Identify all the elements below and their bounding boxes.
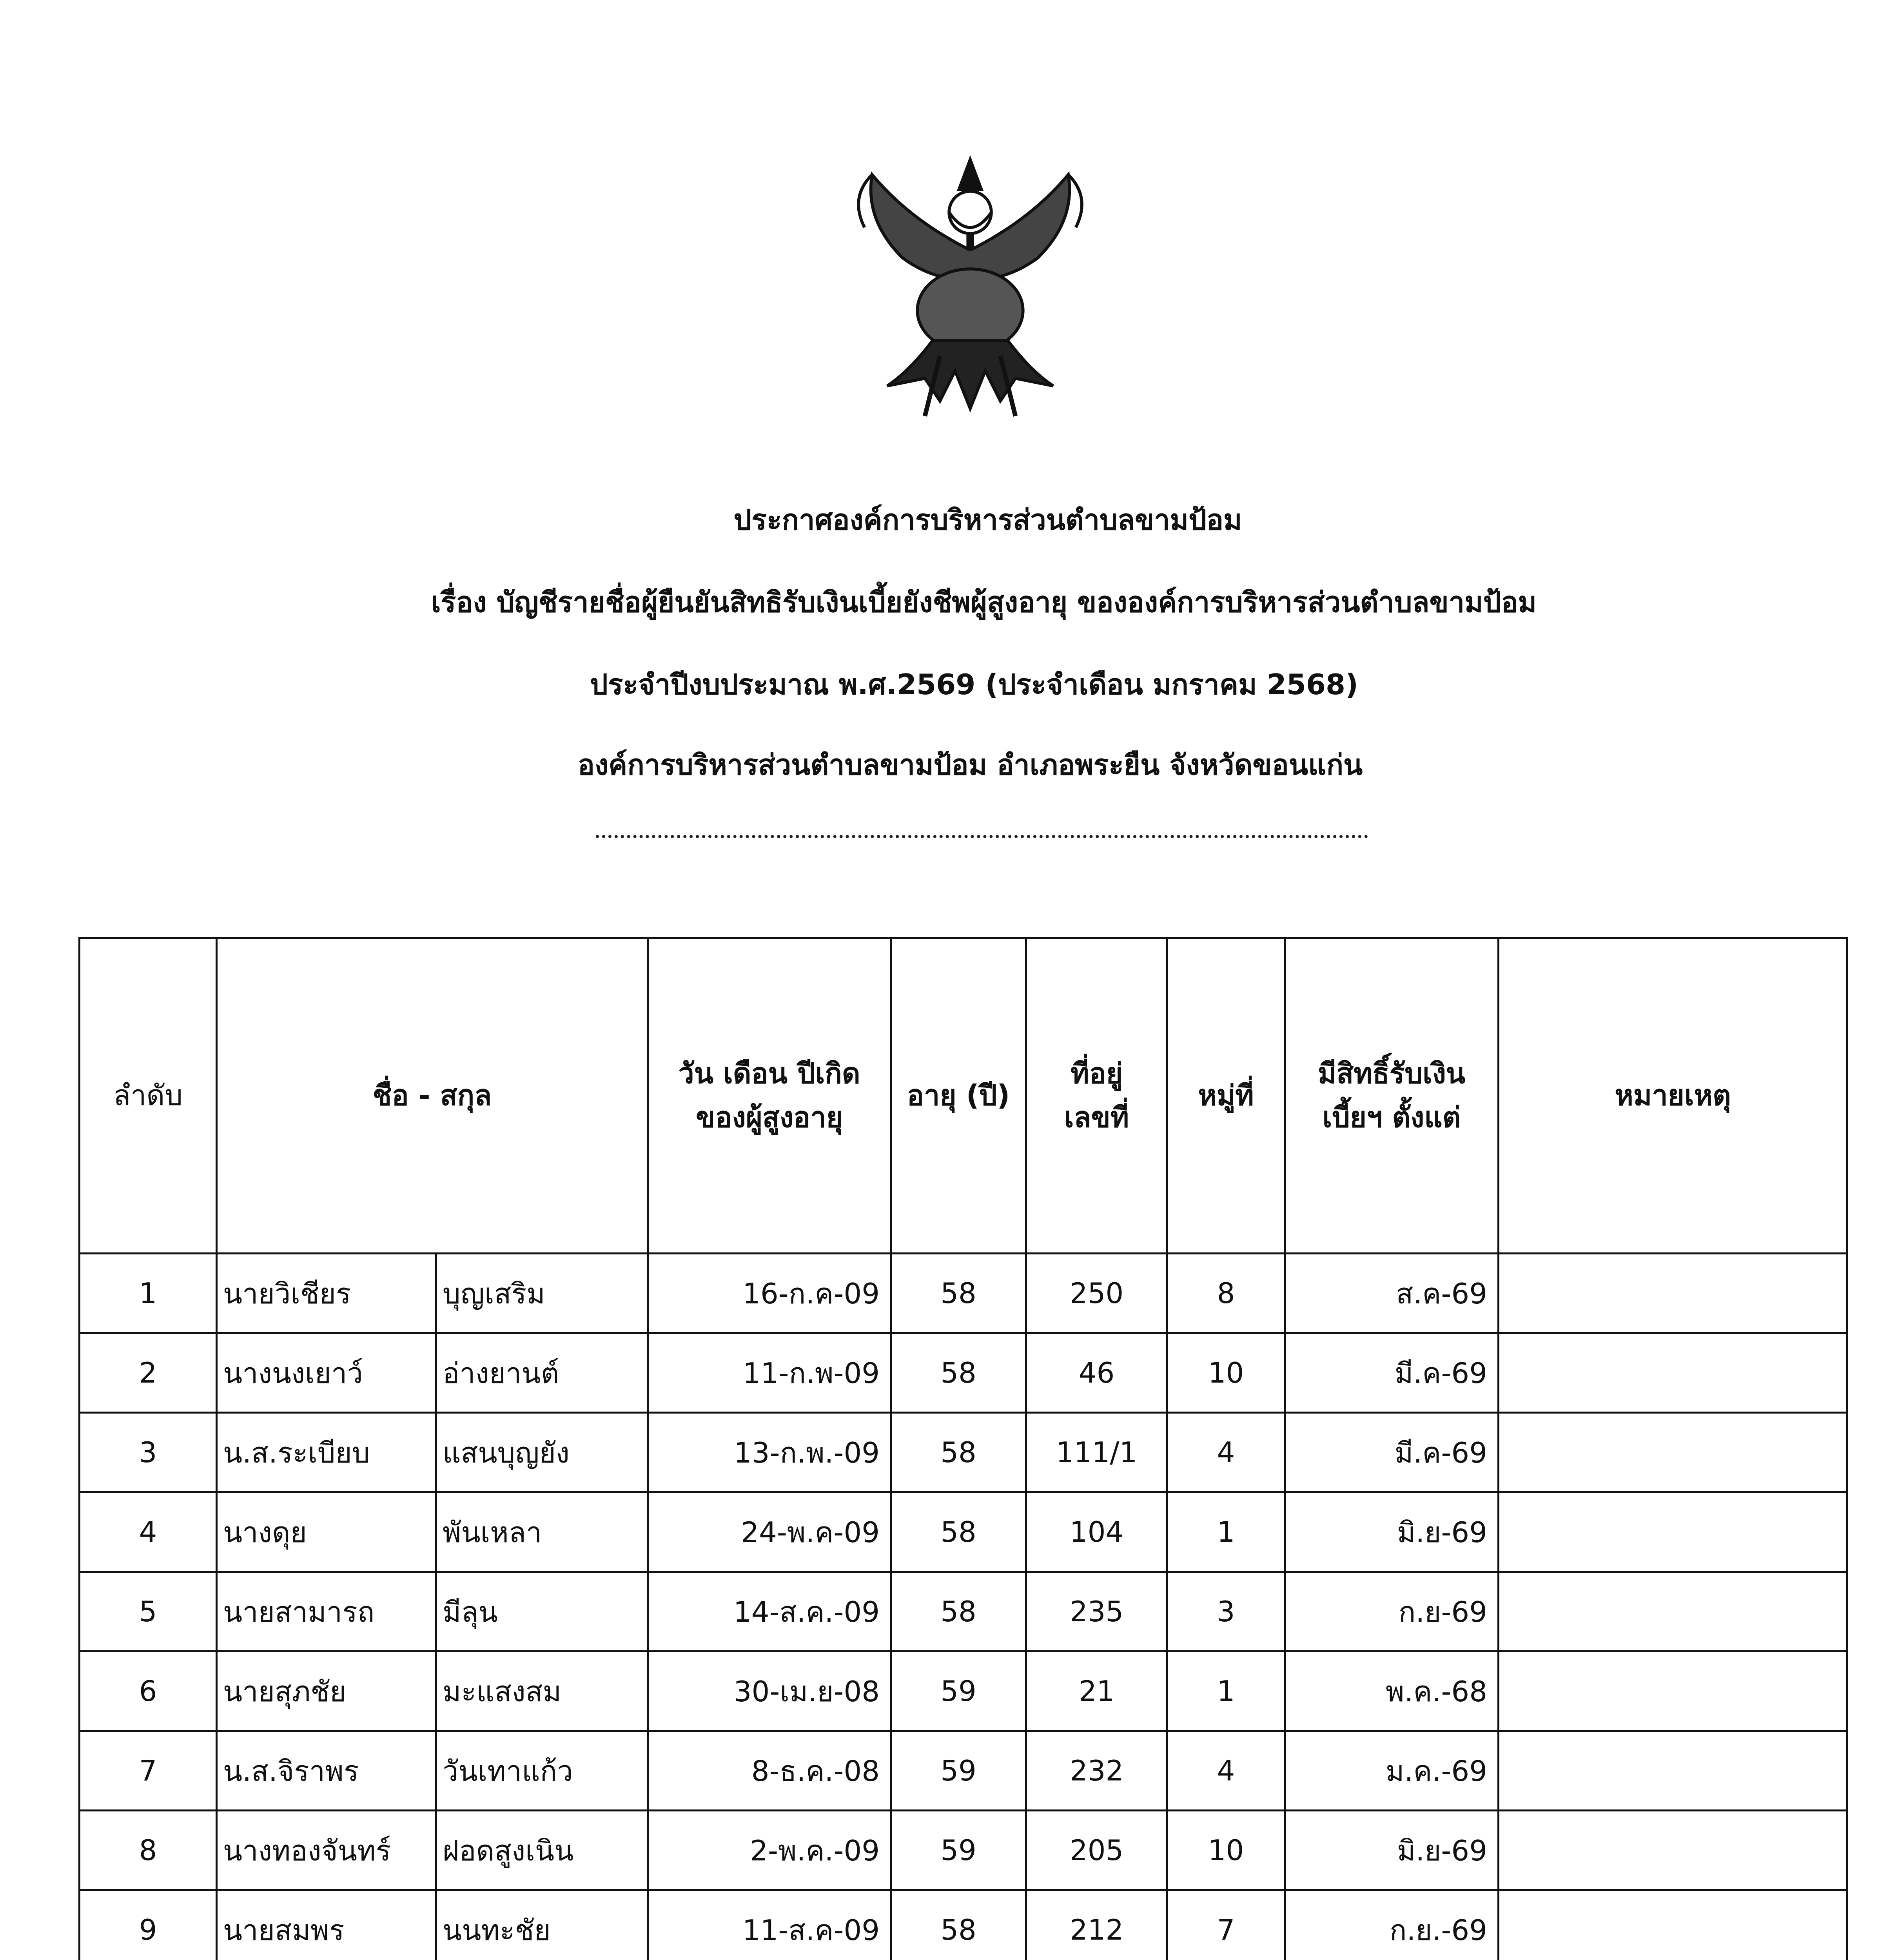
cell-birth-date: 14-ส.ค.-09: [648, 1572, 891, 1651]
header-remark: หมายเหตุ: [1499, 938, 1847, 1254]
cell-age: 58: [891, 1492, 1026, 1572]
header-entitled-line2: เบี้ยฯ ตั้งแต่: [1322, 1101, 1461, 1134]
cell-first-name: นายสามารถ: [217, 1572, 436, 1651]
cell-last-name: บุญเสริม: [436, 1254, 648, 1333]
table-row: [80, 1731, 1847, 1811]
cell-village: 4: [1167, 1413, 1285, 1492]
header-no: ลำดับ: [80, 938, 217, 1254]
cell-birth-date: 2-พ.ค.-09: [648, 1811, 891, 1890]
cell-village: 3: [1167, 1572, 1285, 1651]
cell-entitled-from: ม.ค.-69: [1285, 1731, 1499, 1811]
table-header-row: [80, 938, 1847, 1254]
header-village: หมู่ที่: [1167, 938, 1285, 1254]
cell-entitled-from: มิ.ย-69: [1285, 1492, 1499, 1572]
header-age: อายุ (ปี): [891, 938, 1026, 1254]
cell-age: 58: [891, 1413, 1026, 1492]
table-row: [80, 1651, 1847, 1731]
table-row: [80, 1333, 1847, 1413]
cell-entitled-from: ก.ย.-69: [1285, 1890, 1499, 1960]
cell-house-no: 205: [1026, 1811, 1167, 1890]
cell-house-no: 111/1: [1026, 1413, 1167, 1492]
cell-first-name: น.ส.ระเบียบ: [217, 1413, 436, 1492]
header-birth-line1: วัน เดือน ปีเกิด: [678, 1057, 860, 1090]
cell-entitled-from: มี.ค-69: [1285, 1333, 1499, 1413]
cell-no: 7: [80, 1731, 217, 1811]
cell-last-name: ฝอดสูงเนิน: [436, 1811, 648, 1890]
header-house-line2: เลขที่: [1064, 1101, 1129, 1134]
elderly-allowance-table: [78, 937, 1848, 1960]
cell-entitled-from: ส.ค-69: [1285, 1254, 1499, 1333]
header-house: [1026, 938, 1167, 1254]
header-birth-line2: ของผู้สูงอายุ: [696, 1101, 843, 1134]
cell-age: 58: [891, 1890, 1026, 1960]
cell-no: 9: [80, 1890, 217, 1960]
cell-house-no: 212: [1026, 1890, 1167, 1960]
cell-house-no: 46: [1026, 1333, 1167, 1413]
header-house-line1: ที่อยู่: [1071, 1057, 1123, 1090]
cell-last-name: มะแสงสม: [436, 1651, 648, 1731]
cell-birth-date: 8-ธ.ค.-08: [648, 1731, 891, 1811]
cell-last-name: พันเหลา: [436, 1492, 648, 1572]
cell-house-no: 235: [1026, 1572, 1167, 1651]
cell-remark: [1499, 1651, 1847, 1731]
cell-house-no: 250: [1026, 1254, 1167, 1333]
cell-first-name: นายวิเชียร: [217, 1254, 436, 1333]
cell-remark: [1499, 1890, 1847, 1960]
table-row: [80, 1413, 1847, 1492]
cell-entitled-from: ก.ย-69: [1285, 1572, 1499, 1651]
cell-age: 59: [891, 1811, 1026, 1890]
cell-house-no: 21: [1026, 1651, 1167, 1731]
cell-entitled-from: พ.ค.-68: [1285, 1651, 1499, 1731]
cell-first-name: นายสมพร: [217, 1890, 436, 1960]
table-row: [80, 1811, 1847, 1890]
table-row: [80, 1254, 1847, 1333]
cell-birth-date: 24-พ.ค-09: [648, 1492, 891, 1572]
cell-last-name: แสนบุญยัง: [436, 1413, 648, 1492]
header-name: ชื่อ - สกุล: [217, 938, 648, 1254]
cell-entitled-from: มิ.ย-69: [1285, 1811, 1499, 1890]
organization-line: องค์การบริหารส่วนตำบลขามป้อม อำเภอพระยืน จังหวัดขอนแก่น: [577, 748, 1363, 781]
cell-remark: [1499, 1254, 1847, 1333]
cell-no: 8: [80, 1811, 217, 1890]
cell-village: 10: [1167, 1811, 1285, 1890]
cell-first-name: นางดุย: [217, 1492, 436, 1572]
cell-village: 7: [1167, 1890, 1285, 1960]
table-row: [80, 1890, 1847, 1960]
cell-age: 58: [891, 1572, 1026, 1651]
cell-birth-date: 13-ก.พ.-09: [648, 1413, 891, 1492]
cell-first-name: นายสุภชัย: [217, 1651, 436, 1731]
cell-last-name: นนทะชัย: [436, 1890, 648, 1960]
cell-last-name: วันเทาแก้ว: [436, 1731, 648, 1811]
cell-village: 1: [1167, 1651, 1285, 1731]
header-birth: [648, 938, 891, 1254]
fiscal-year-line: ประจำปีงบประมาณ พ.ศ.2569 (ประจำเดือน มกราคม 2568): [590, 668, 1358, 701]
cell-remark: [1499, 1413, 1847, 1492]
cell-first-name: นางนงเยาว์: [217, 1333, 436, 1413]
cell-remark: [1499, 1572, 1847, 1651]
table-row: [80, 1492, 1847, 1572]
cell-no: 3: [80, 1413, 217, 1492]
cell-no: 1: [80, 1254, 217, 1333]
header-entitled-line1: มีสิทธิ์รับเงิน: [1317, 1057, 1466, 1090]
cell-remark: [1499, 1811, 1847, 1890]
announcement-title: ประกาศองค์การบริหารส่วนตำบลขามป้อม: [733, 503, 1242, 536]
cell-age: 58: [891, 1333, 1026, 1413]
cell-remark: [1499, 1492, 1847, 1572]
cell-birth-date: 16-ก.ค-09: [648, 1254, 891, 1333]
cell-village: 10: [1167, 1333, 1285, 1413]
garuda-emblem-icon: [819, 129, 1121, 431]
cell-age: 59: [891, 1731, 1026, 1811]
cell-age: 58: [891, 1254, 1026, 1333]
cell-house-no: 232: [1026, 1731, 1167, 1811]
cell-house-no: 104: [1026, 1492, 1167, 1572]
cell-first-name: น.ส.จิราพร: [217, 1731, 436, 1811]
cell-remark: [1499, 1333, 1847, 1413]
header-entitled: [1285, 938, 1499, 1254]
cell-birth-date: 11-ส.ค-09: [648, 1890, 891, 1960]
cell-village: 1: [1167, 1492, 1285, 1572]
cell-entitled-from: มี.ค-69: [1285, 1413, 1499, 1492]
cell-no: 5: [80, 1572, 217, 1651]
cell-no: 2: [80, 1333, 217, 1413]
cell-no: 6: [80, 1651, 217, 1731]
cell-first-name: นางทองจันทร์: [217, 1811, 436, 1890]
cell-remark: [1499, 1731, 1847, 1811]
cell-no: 4: [80, 1492, 217, 1572]
cell-village: 8: [1167, 1254, 1285, 1333]
cell-birth-date: 11-ก.พ-09: [648, 1333, 891, 1413]
cell-last-name: อ่างยานต์: [436, 1333, 648, 1413]
cell-last-name: มีลุน: [436, 1572, 648, 1651]
cell-birth-date: 30-เม.ย-08: [648, 1651, 891, 1731]
cell-village: 4: [1167, 1731, 1285, 1811]
table-row: [80, 1572, 1847, 1651]
dotted-separator: [596, 827, 1368, 838]
announcement-subject: เรื่อง บัญชีรายชื่อผู้ยืนยันสิทธิรับเงินเบี้ยยังชีพผู้สูงอายุ ขององค์การบริหารส่วนตำบลขามป้อม: [431, 586, 1537, 619]
cell-age: 59: [891, 1651, 1026, 1731]
